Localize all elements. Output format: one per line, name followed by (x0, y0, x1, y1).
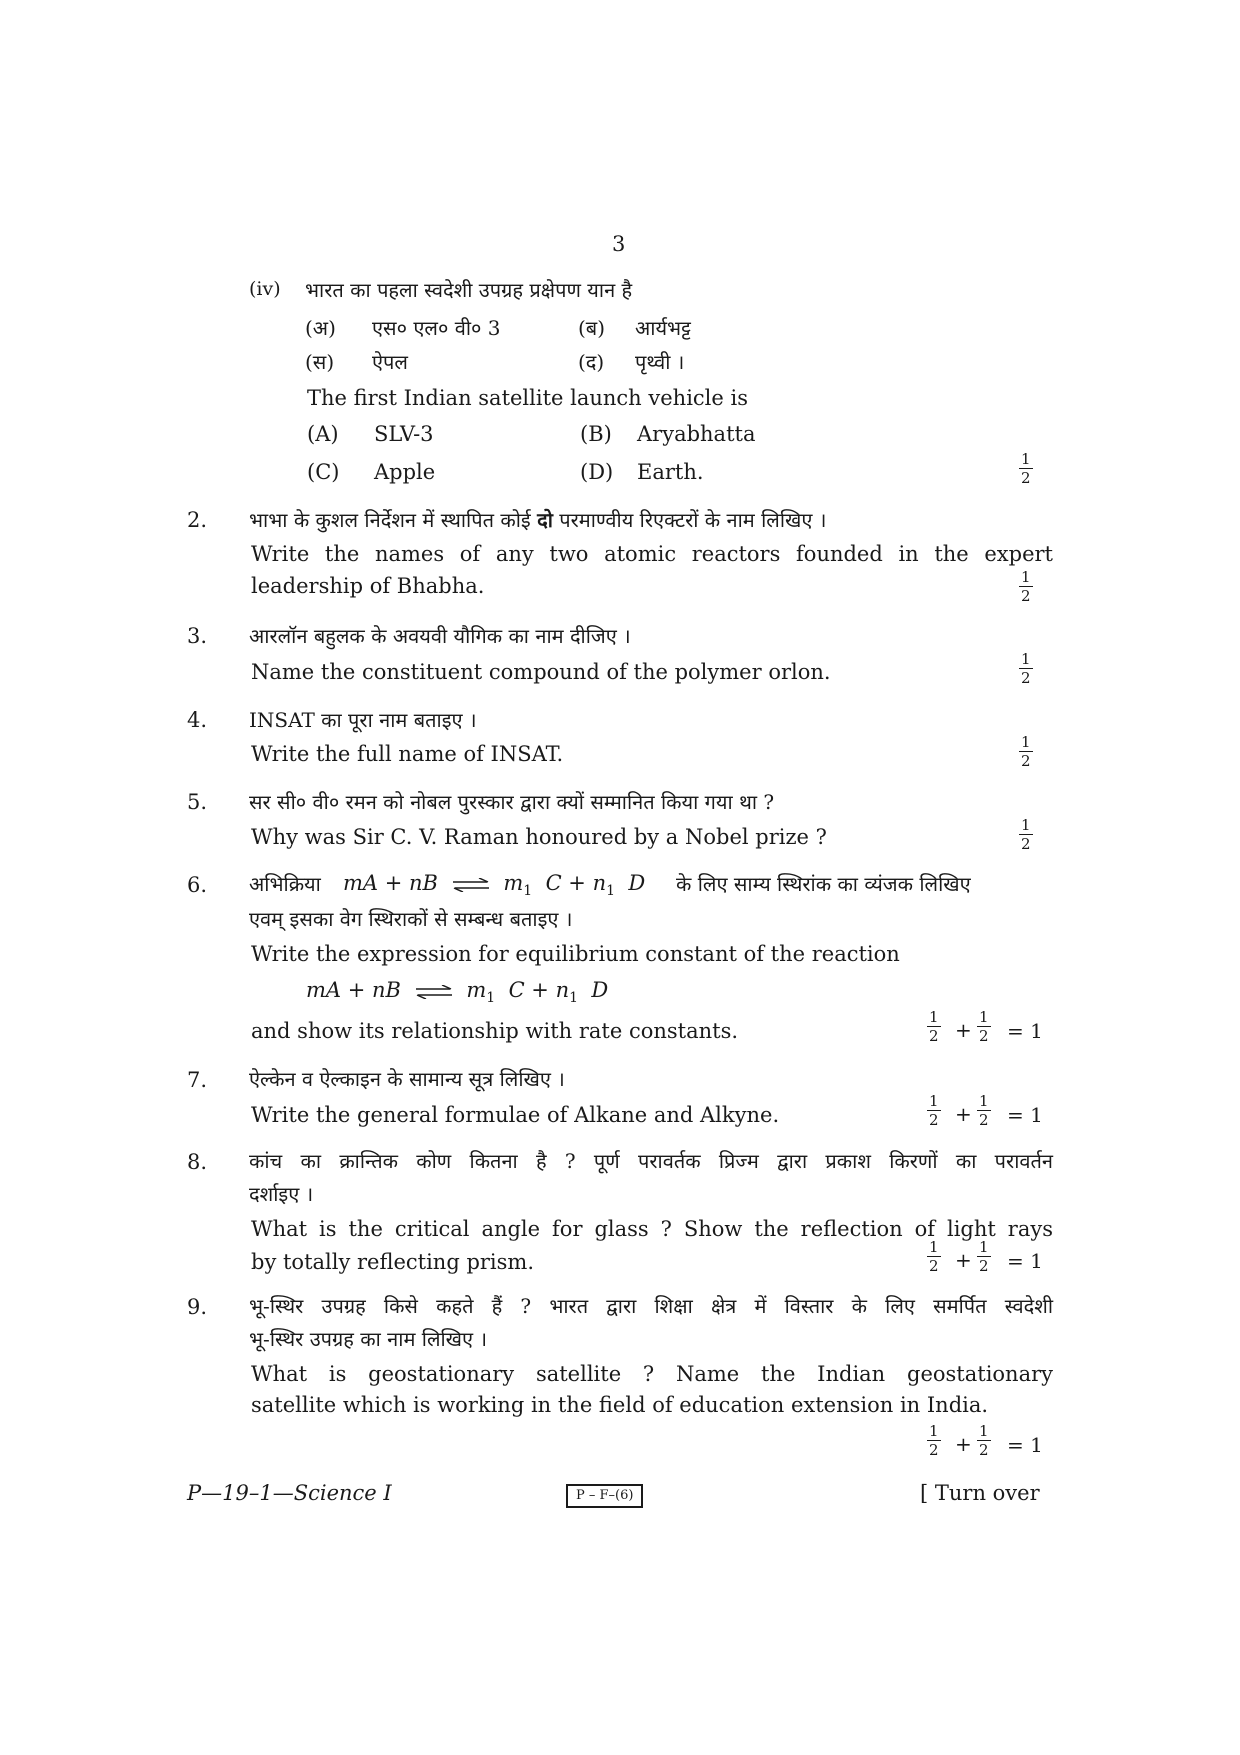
q2-english-line1: Write the names of any two atomic reactors founded in the expert (251, 542, 1053, 566)
half-mark: $\frac{1}{2}$ (1021, 450, 1031, 487)
hindi-option-text: ऐपल (372, 350, 408, 374)
plus-sign: + (955, 1018, 972, 1042)
equilibrium-arrow-icon (451, 878, 491, 892)
question-number: 4. (187, 708, 208, 732)
half-mark: $\frac{1}{2}$ (979, 1092, 989, 1129)
q4-english: Write the full name of INSAT. (251, 742, 564, 766)
q3-hindi: आरलॉन बहुलक के अवयवी यौगिक का नाम दीजिए । (249, 624, 631, 648)
english-option-text: SLV-3 (374, 422, 434, 446)
q8-hindi-line1: कांच का क्रान्तिक कोण कितना है ? पूर्ण परावर्तक प्रिज्म द्वारा प्रकाश किरणों का परावर्तन (249, 1149, 1053, 1173)
half-mark: $\frac{1}{2}$ (929, 1422, 939, 1459)
plus-sign: + (955, 1102, 972, 1126)
plus-sign: + (955, 1248, 972, 1272)
question-number: 7. (187, 1068, 208, 1092)
half-mark: $\frac{1}{2}$ (1021, 568, 1031, 605)
q8-english-line2: by totally reflecting prism. (251, 1250, 535, 1274)
question-number: 5. (187, 790, 208, 814)
q8-hindi-line2: दर्शाइए । (249, 1182, 314, 1206)
half-mark: $\frac{1}{2}$ (979, 1008, 989, 1045)
q4-hindi: INSAT का पूरा नाम बताइए । (249, 708, 477, 732)
half-mark: $\frac{1}{2}$ (929, 1238, 939, 1275)
total-marks: = 1 (1007, 1103, 1043, 1127)
q6-inline-equation: mA + nB $m_1$ $C + n_1$ D (343, 871, 646, 900)
half-mark: $\frac{1}{2}$ (979, 1238, 989, 1275)
q6-hindi-pre: अभिक्रिया (249, 872, 321, 896)
q7-hindi: ऐल्केन व ऐल्काइन के सामान्य सूत्र लिखिए । (249, 1067, 565, 1091)
hindi-option-text: आर्यभट्ट (635, 316, 691, 340)
hindi-option-text: एस० एल० वी० 3 (372, 316, 501, 340)
half-mark: $\frac{1}{2}$ (929, 1092, 939, 1129)
total-marks: = 1 (1007, 1249, 1043, 1273)
hindi-option-text: पृथ्वी । (635, 350, 685, 374)
q2-hindi: भाभा के कुशल निर्देशन में स्थापित कोई दो परमाण्वीय रिएक्टरों के नाम लिखिए । (249, 508, 827, 532)
q5-english: Why was Sir C. V. Raman honoured by a Nobel prize ? (251, 825, 827, 849)
question-number: 8. (187, 1150, 208, 1174)
english-option-key: (B) (580, 422, 612, 446)
question-number: 6. (187, 873, 208, 897)
hindi-option-key: (द) (578, 350, 605, 374)
half-mark: $\frac{1}{2}$ (1021, 816, 1031, 853)
q6-hindi-line2: एवम् इसका वेग स्थिराकों से सम्बन्ध बताइए । (249, 907, 573, 931)
q9-english-line2: satellite which is working in the field of education extension in India. (251, 1393, 989, 1417)
q9-english-line1: What is geostationary satellite ? Name the Indian geostationary (251, 1362, 1053, 1386)
paper-code: P—19–1—Science I (187, 1481, 392, 1505)
half-mark: $\frac{1}{2}$ (1021, 650, 1031, 687)
q9-hindi-line1: भू-स्थिर उपग्रह किसे कहते हैं ? भारत द्वारा शिक्षा क्षेत्र में विस्तार के लिए समर्पित स्वदेशी (249, 1294, 1053, 1318)
english-option-key: (C) (307, 460, 340, 484)
question-number: 3. (187, 624, 208, 648)
half-mark: $\frac{1}{2}$ (979, 1422, 989, 1459)
q1-iv-english-question: The first Indian satellite launch vehicle is (307, 386, 748, 410)
half-mark: $\frac{1}{2}$ (1021, 733, 1031, 770)
total-marks: = 1 (1007, 1019, 1043, 1043)
english-option-key: (D) (580, 460, 614, 484)
q2-english-line2: leadership of Bhabha. (251, 574, 485, 598)
q6-display-equation: mA + nB $m_1$ $C + n_1$ D (306, 978, 609, 1007)
question-number: 2. (187, 508, 208, 532)
english-option-text: Apple (374, 460, 436, 484)
total-marks: = 1 (1007, 1433, 1043, 1457)
question-number: 9. (187, 1295, 208, 1319)
english-option-key: (A) (307, 422, 339, 446)
plus-sign: + (955, 1432, 972, 1456)
form-code-box: P – F–(6) (566, 1484, 643, 1508)
half-mark: $\frac{1}{2}$ (929, 1008, 939, 1045)
q5-hindi: सर सी० वी० रमन को नोबल पुरस्कार द्वारा क्यों सम्मानित किया गया था ? (249, 790, 775, 814)
hindi-option-key: (ब) (578, 316, 606, 340)
page-number: 3 (612, 232, 626, 256)
q6-english-line1: Write the expression for equilibrium constant of the reaction (251, 942, 900, 966)
q9-hindi-line2: भू-स्थिर उपग्रह का नाम लिखिए । (249, 1327, 488, 1351)
q3-english: Name the constituent compound of the polymer orlon. (251, 660, 831, 684)
hindi-option-key: (अ) (305, 316, 336, 340)
q8-english-line1: What is the critical angle for glass ? Show the reflection of light rays (251, 1217, 1053, 1241)
turn-over-note: [ Turn over (920, 1481, 1040, 1505)
equilibrium-arrow-icon (414, 985, 454, 999)
q1-iv-hindi-question: भारत का पहला स्वदेशी उपग्रह प्रक्षेपण यान है (305, 278, 633, 302)
q7-english: Write the general formulae of Alkane and Alkyne. (251, 1103, 780, 1127)
english-option-text: Aryabhatta (637, 422, 756, 446)
sub-question-label: (iv) (249, 278, 281, 300)
q6-hindi-post: के लिए साम्य स्थिरांक का व्यंजक लिखिए (676, 872, 971, 896)
q6-english-line2: and show its relationship with rate constants. (251, 1019, 739, 1043)
hindi-option-key: (स) (305, 350, 335, 374)
english-option-text: Earth. (637, 460, 704, 484)
